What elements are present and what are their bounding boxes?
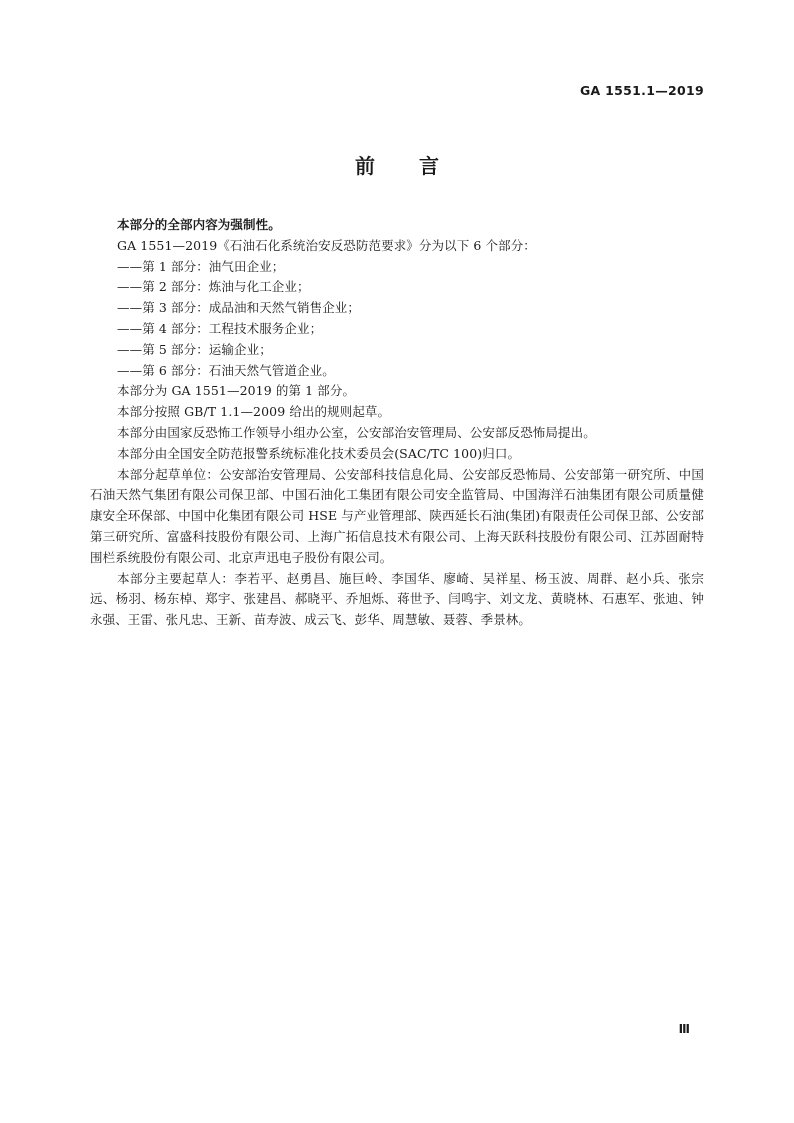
document-code: GA 1551.1—2019 — [579, 83, 704, 98]
part-list-item: ——第 5 部分：运输企业； — [117, 341, 272, 357]
part-list-item: ——第 6 部分：石油天然气管道企业。 — [117, 362, 335, 378]
parts-intro: GA 1551—2019《石油石化系统治安反恐防范要求》分为以下 6 个部分： — [117, 237, 536, 253]
drafters: 本部分主要起草人：李若平、赵勇昌、施巨岭、李国华、廖崎、吴祥星、杨玉波、周群、赵小兵、张宗远、杨羽、杨东棹、郑宇、张建昌、郝晓平、乔旭烁、蒋世予、闫鸣宇、刘文龙、黄晓林、石惠军、张迪、钟永强、王雷、张凡忠、王新、苗寿波、成云飞、彭华、周慧敏、聂蓉、季景林。 — [90, 570, 704, 628]
mandatory-statement: 本部分的全部内容为强制性。 — [117, 217, 281, 232]
drafting-units: 本部分起草单位：公安部治安管理局、公安部科技信息化局、公安部反恐怖局、公安部第一研究所、中国石油天然气集团有限公司保卫部、中国石油化工集团有限公司安全监管局、中国海洋石油集团有限公司质量健康安全环保部、中国中化集团有限公司 HSE 与产业管理部、陕西延长石油(集团)有限责任公司保卫部、公安部第三研究所、富盛科技股份有限公司、上海广拓信息技术有限公司、上海天跃科技股份有限公司、江苏固耐特围栏系统股份有限公司、北京声迅电子股份有限公司。 — [90, 466, 704, 565]
part-list-item: ——第 3 部分：成品油和天然气销售企业； — [117, 300, 361, 316]
part-list-item: ——第 4 部分：工程技术服务企业； — [117, 320, 323, 336]
part-list-item: ——第 1 部分：油气田企业； — [117, 258, 285, 274]
proposer-statement: 本部分由国家反恐怖工作领导小组办公室，公安部治安管理局、公安部反恐怖局提出。 — [117, 424, 596, 440]
page-number: Ⅲ — [678, 1022, 690, 1036]
drafting-rules: 本部分按照 GB/T 1.1—2009 给出的规则起草。 — [117, 404, 391, 420]
foreword-body — [90, 215, 704, 631]
part-list-item: ——第 2 部分：炼油与化工企业； — [117, 279, 310, 295]
part-statement: 本部分为 GA 1551—2019 的第 1 部分。 — [117, 383, 356, 399]
jurisdiction-statement: 本部分由全国安全防范报警系统标准化技术委员会(SAC/TC 100)归口。 — [117, 445, 521, 461]
page-title: 前言 — [355, 154, 483, 178]
